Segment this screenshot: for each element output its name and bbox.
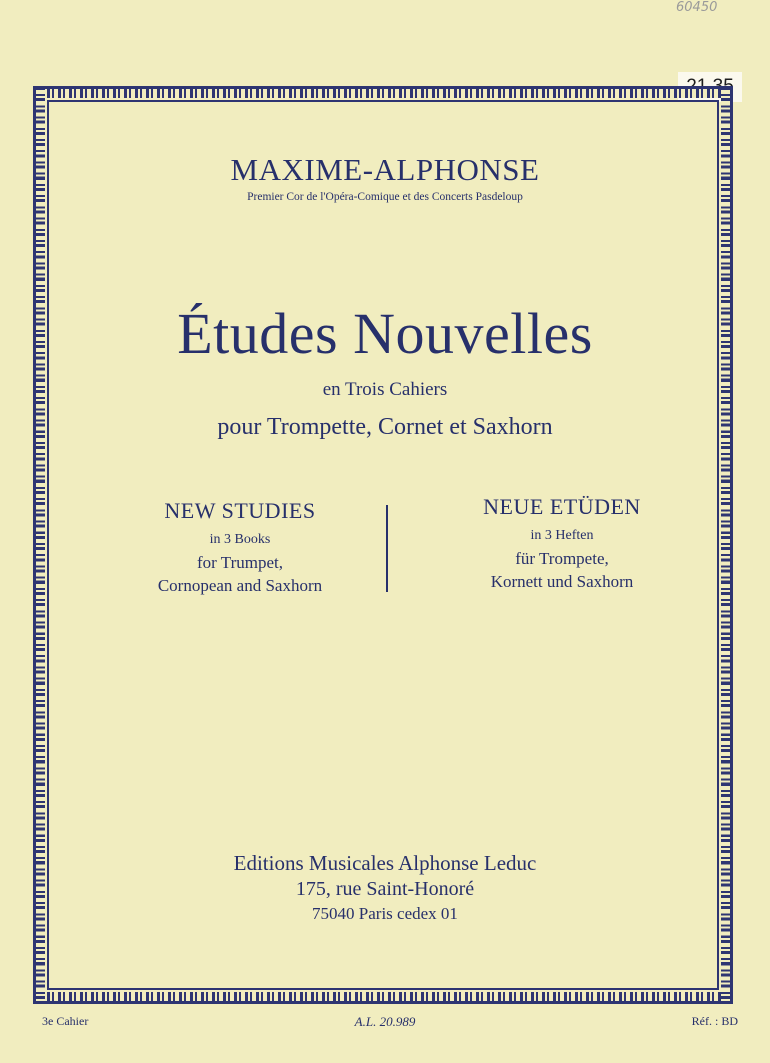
pencil-note: 60450	[676, 0, 718, 15]
publisher-name: Editions Musicales Alphonse Leduc	[233, 851, 537, 875]
english-line: Cornopean and Saxhorn	[157, 576, 323, 595]
german-line: Kornett und Saxhorn	[490, 572, 634, 591]
english-heading: NEW STUDIES	[164, 498, 316, 523]
catalog-number: A.L. 20.989	[354, 1014, 416, 1029]
composer-name: MAXIME-ALPHONSE	[230, 152, 540, 187]
publisher-street: 175, rue Saint-Honoré	[295, 878, 475, 900]
column-divider	[386, 505, 388, 592]
work-subtitle-instruments: pour Trompette, Cornet et Saxhorn	[217, 414, 553, 440]
german-line: für Trompete,	[515, 549, 609, 568]
volume-label: 3e Cahier	[42, 1014, 89, 1028]
price-sticker: 21.35	[678, 72, 742, 102]
german-block	[412, 494, 712, 593]
work-subtitle-books: en Trois Cahiers	[322, 379, 448, 400]
reference-code: Réf. : BD	[691, 1014, 738, 1028]
publisher-city: 75040 Paris cedex 01	[312, 904, 458, 923]
german-heading: NEUE ETÜDEN	[483, 494, 641, 519]
german-line: in 3 Heften	[530, 528, 594, 543]
composer-subtitle: Premier Cor de l'Opéra-Comique et des Concerts Pasdeloup	[247, 191, 523, 203]
english-line: for Trumpet,	[197, 553, 283, 572]
work-title: Études Nouvelles	[177, 301, 593, 366]
english-block	[90, 498, 390, 597]
english-line: in 3 Books	[209, 532, 271, 547]
